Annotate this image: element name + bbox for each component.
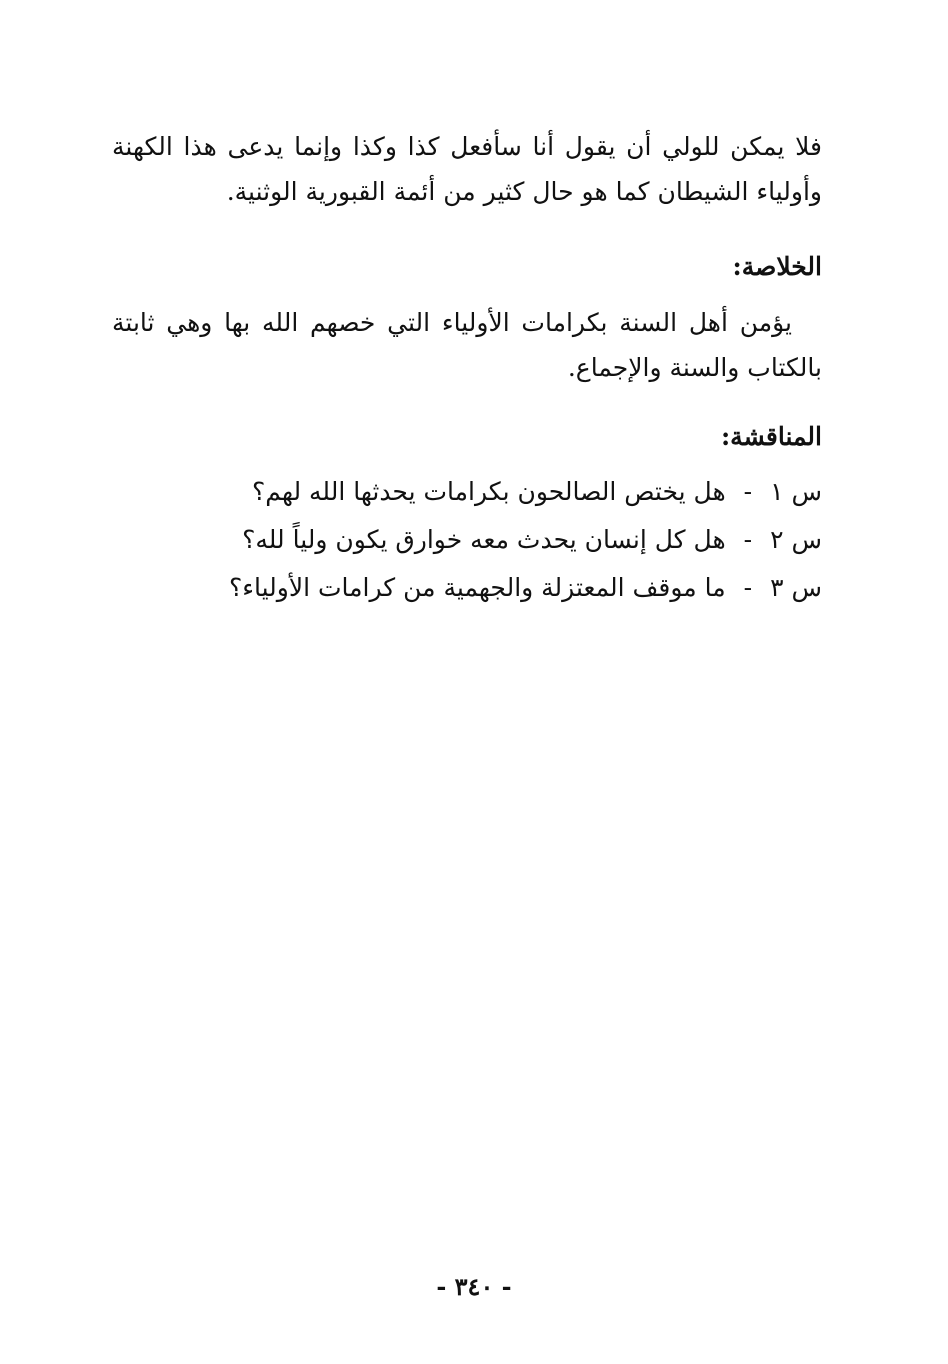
summary-heading: الخلاصة:: [732, 252, 822, 281]
question-item: [229, 564, 822, 612]
question-item: [229, 516, 822, 564]
question-text: ما موقف المعتزلة والجهمية من كرامات الأولياء؟: [228, 573, 726, 602]
question-number: س ١: [770, 477, 822, 506]
question-number: س ٢: [770, 525, 822, 554]
question-list: [229, 468, 822, 612]
question-dash: -: [743, 525, 753, 554]
discussion-heading: المناقشة:: [720, 422, 822, 451]
question-text: هل كل إنسان يحدث معه خوارق يكون ولياً لله؟: [242, 525, 726, 554]
summary-paragraph: يؤمن أهل السنة بكرامات الأولياء التي خصهم الله بها وهي ثابتة بالكتاب والسنة والإجماع.: [112, 308, 822, 382]
page-number: - ٣٤٠ -: [436, 1272, 512, 1301]
question-dash: -: [743, 573, 753, 602]
question-dash: -: [743, 477, 753, 506]
question-number: س ٣: [770, 573, 822, 602]
body-paragraph: فلا يمكن للولي أن يقول أنا سأفعل كذا وكذا وإنما يدعى هذا الكهنة وأولياء الشيطان كما هو حال كثير من أئمة القبورية الوثنية.: [112, 132, 822, 206]
question-item: [229, 468, 822, 516]
question-text: هل يختص الصالحون بكرامات يحدثها الله لهم؟: [252, 477, 726, 506]
